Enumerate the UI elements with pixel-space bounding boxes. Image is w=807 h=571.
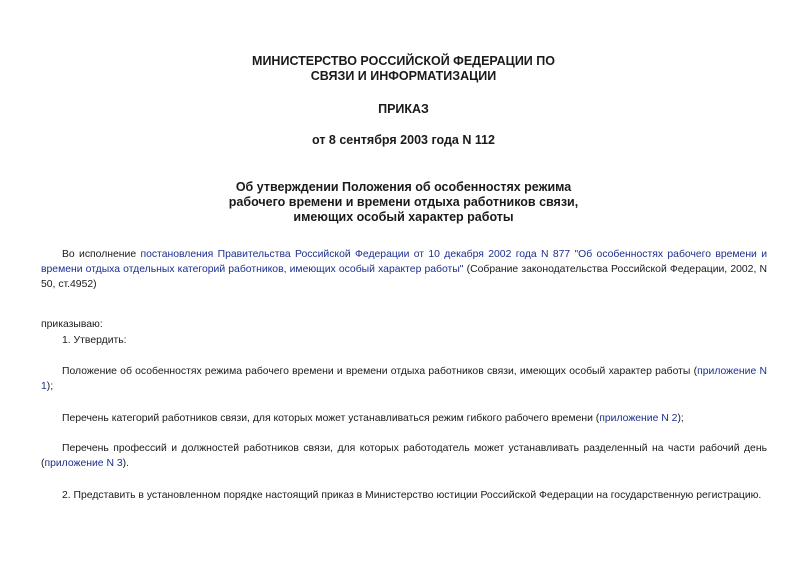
- para-appendix-1: [41, 364, 767, 394]
- ministry-line-1: МИНИСТЕРСТВО РОССИЙСКОЙ ФЕДЕРАЦИИ ПО: [252, 54, 555, 68]
- para-appendix-2: [41, 411, 767, 426]
- subject-line-3: имеющих особый характер работы: [293, 210, 514, 224]
- order-word: [41, 317, 767, 332]
- para1-text: Положение об особенностях режима рабочего времени и времени отдыха работников связи, имеющих особый характер работы (: [62, 366, 698, 377]
- decree-link[interactable]: постановления Правительства Российской Федерации от 10 декабря 2002 года N 877 "Об особенностях рабочего времени и времени отдыха отдельных категорий работников, имеющих особый характер работы": [41, 249, 767, 275]
- subject-line-2: рабочего времени и времени отдыха работников связи,: [228, 195, 579, 209]
- order-title: ПРИКАЗ: [378, 102, 429, 116]
- ministry-line-2: СВЯЗИ И ИНФОРМАТИЗАЦИИ: [310, 69, 497, 83]
- appendix-2-link[interactable]: приложение N 2: [599, 413, 678, 424]
- item-1-text: 1. Утвердить:: [62, 335, 127, 346]
- item-1: [41, 333, 767, 348]
- appendix-3-link[interactable]: приложение N 3: [44, 458, 123, 469]
- para2-text: Перечень категорий работников связи, для которых может устанавливаться режим гибкого рабочего времени (: [62, 413, 600, 424]
- para-appendix-3: [41, 441, 767, 471]
- order-word-text: приказываю:: [41, 319, 103, 330]
- para2-tail: );: [677, 413, 684, 424]
- para1-tail: );: [46, 381, 54, 392]
- subject-line-1: Об утверждении Положения об особенностях режима: [235, 180, 572, 194]
- appendix-1-link[interactable]: приложение N 1: [41, 366, 767, 392]
- order-subject: [0, 180, 807, 225]
- ministry-name: [0, 54, 807, 84]
- para3-text: Перечень профессий и должностей работников связи, для которых работодатель может устанавливать разделенный на части рабочий день (: [41, 443, 767, 469]
- para3-tail: ).: [122, 458, 129, 469]
- preamble-prefix: Во исполнение: [62, 249, 141, 260]
- preamble-paragraph: [41, 247, 767, 292]
- item-2: [41, 488, 767, 503]
- item-2-text: 2. Представить в установленном порядке настоящий приказ в Министерство юстиции Российской Федерации на государственную регистрацию.: [62, 490, 762, 501]
- order-date: от 8 сентября 2003 года N 112: [312, 133, 495, 147]
- preamble-suffix: (Собрание законодательства Российской Федерации, 2002, N 50, ст.4952): [41, 264, 767, 290]
